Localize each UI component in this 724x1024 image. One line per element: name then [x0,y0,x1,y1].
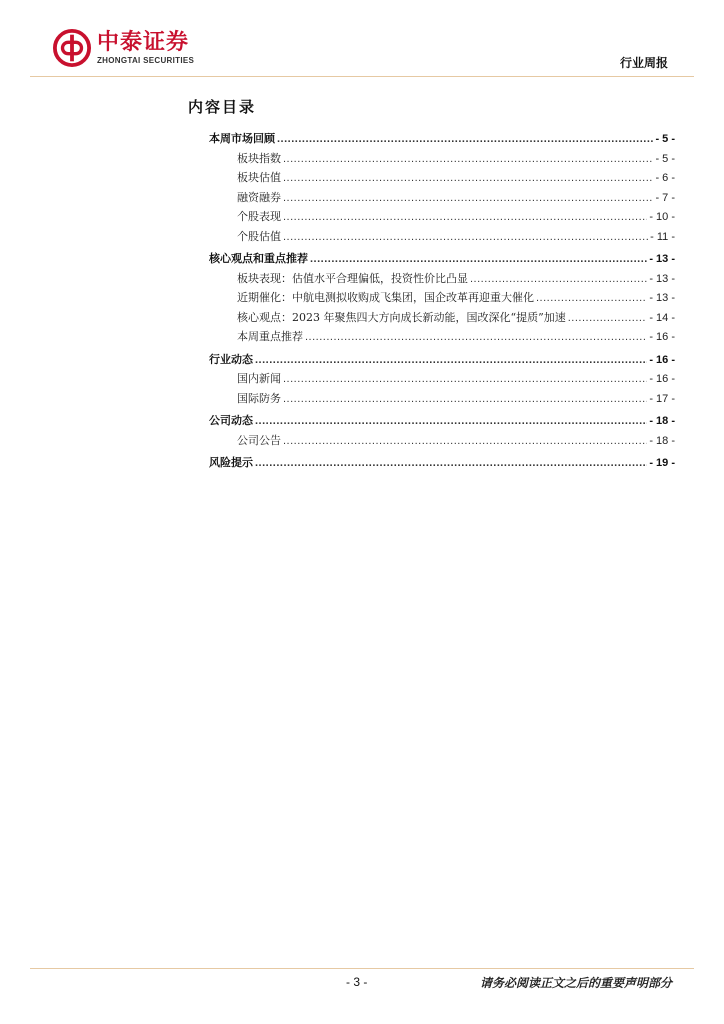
toc-entry-label: 融资融券 [237,190,281,204]
brand-logo [53,29,194,67]
toc-entry-page: - 11 - [650,230,675,243]
toc-dot-leader [283,150,653,170]
toc-entry-page: - 16 - [649,353,675,366]
toc-entry-page: - 5 - [655,152,675,165]
toc-subsection-entry[interactable] [209,327,675,347]
toc-dot-leader [255,412,647,432]
toc-dot-leader [283,189,653,209]
toc-subsection-entry[interactable] [209,168,675,188]
toc-subsection-entry[interactable] [209,269,675,289]
toc-entry-page: - 10 - [649,211,675,223]
toc-dot-leader [255,351,647,371]
toc-dot-leader [568,309,648,329]
toc-entry-page: - 19 - [649,457,675,469]
toc-subsection-entry[interactable] [209,207,675,227]
toc-subsection-entry[interactable] [209,389,675,409]
toc-entry-page: - 7 - [655,191,675,204]
toc-entry-page: - 14 - [649,311,675,324]
toc-subsection-entry[interactable] [209,431,675,451]
toc-entry-label: 板块表现：估值水平合理偏低，投资性价比凸显 [237,271,468,285]
toc-dot-leader [283,370,647,390]
brand-name-cn: 中泰证券 [97,29,190,55]
toc-entry-page: - 5 - [655,133,675,145]
toc-title: 内容目录 [188,98,257,116]
toc-entry-label: 核心观点和重点推荐 [209,252,308,265]
toc-dot-leader [255,454,647,474]
toc-dot-leader [536,289,647,309]
toc-entry-label: 公司公告 [237,433,281,447]
toc-entry-label: 风险提示 [209,456,253,469]
toc-subsection-entry[interactable] [209,308,675,328]
toc-entry-label: 个股表现 [237,210,281,223]
toc-section-entry[interactable] [209,411,675,431]
toc-entry-page: - 18 - [649,434,675,447]
header-divider [30,76,694,77]
zhongtai-logo-icon [53,29,91,67]
toc-subsection-entry[interactable] [209,188,675,208]
toc-entry-page: - 13 - [649,272,675,285]
footer-divider [30,968,694,969]
toc-entry-label: 板块指数 [237,151,281,165]
toc-section-entry[interactable] [209,249,675,269]
toc-entry-page: - 16 - [649,331,675,343]
toc-entry-page: - 16 - [649,373,675,385]
page-number: - 3 - [346,975,368,989]
toc-section-entry[interactable] [209,453,675,473]
toc-subsection-entry[interactable] [209,369,675,389]
toc-dot-leader [283,228,648,248]
toc-entry-label: 核心观点：2023 年聚焦四大方向成长新动能，国改深化“提质”加速 [237,310,566,324]
footer-disclaimer: 请务必阅读正文之后的重要声明部分 [479,976,672,990]
toc-entry-page: - 13 - [649,253,675,265]
toc-subsection-entry[interactable] [209,288,675,308]
toc-entry-page: - 13 - [649,292,675,304]
toc-dot-leader [470,270,647,290]
toc-entry-label: 公司动态 [209,414,253,427]
toc-section-entry[interactable] [209,129,675,149]
brand-name-en: ZHONGTAI SECURITIES [97,55,195,65]
toc-dot-leader [283,208,647,228]
toc-entry-label: 国际防务 [237,391,281,405]
page-header [0,0,724,80]
toc-section-entry[interactable] [209,350,675,370]
toc-entry-label: 行业动态 [209,352,253,366]
toc-entry-label: 国内新闻 [237,372,281,385]
toc-entry-label: 本周重点推荐 [237,330,303,343]
toc-entry-label: 个股估值 [237,229,281,243]
toc-subsection-entry[interactable] [209,227,675,247]
toc-entry-label: 本周市场回顾 [209,132,275,145]
toc-subsection-entry[interactable] [209,149,675,169]
toc-entry-page: - 17 - [649,392,675,405]
report-type-label: 行业周报 [619,56,668,70]
toc-dot-leader [283,390,647,410]
toc-entry-page: - 18 - [649,415,675,427]
toc-dot-leader [283,432,647,452]
toc-dot-leader [277,130,653,150]
toc-dot-leader [283,169,653,189]
toc-dot-leader [305,328,647,348]
toc-dot-leader [310,250,647,270]
toc-entry-page: - 6 - [655,172,675,184]
table-of-contents [209,129,675,473]
toc-entry-label: 近期催化：中航电测拟收购成飞集团，国企改革再迎重大催化 [237,291,534,304]
toc-entry-label: 板块估值 [237,171,281,184]
